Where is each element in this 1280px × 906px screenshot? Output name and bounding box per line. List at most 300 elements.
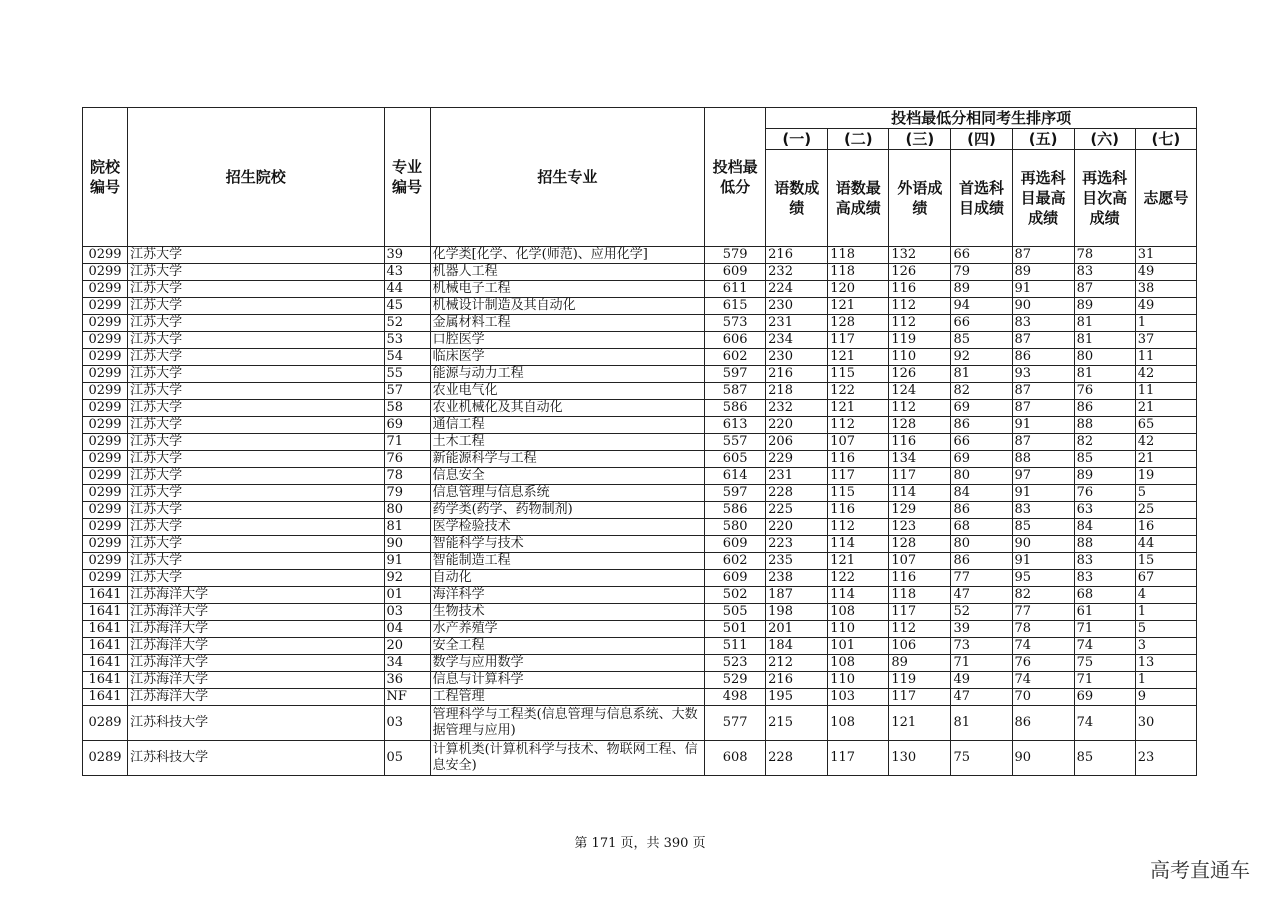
cell-order-1: 228 <box>766 485 828 502</box>
cell-major-code: 69 <box>384 417 430 434</box>
cell-school: 江苏大学 <box>128 383 384 400</box>
cell-school: 江苏大学 <box>128 298 384 315</box>
cell-order-7: 13 <box>1135 655 1196 672</box>
table-row <box>83 604 1197 621</box>
cell-order-4: 39 <box>951 621 1012 638</box>
cell-order-6: 82 <box>1074 434 1135 451</box>
cell-min-score: 608 <box>705 741 766 776</box>
cell-major-code: 58 <box>384 400 430 417</box>
table-row <box>83 587 1197 604</box>
cell-min-score: 609 <box>705 264 766 281</box>
cell-major: 药学类(药学、药物制剂) <box>430 502 704 519</box>
cell-school: 江苏大学 <box>128 485 384 502</box>
cell-order-3: 119 <box>889 332 951 349</box>
cell-order-3: 126 <box>889 366 951 383</box>
cell-order-4: 81 <box>951 706 1012 741</box>
cell-order-4: 80 <box>951 536 1012 553</box>
cell-school: 江苏大学 <box>128 400 384 417</box>
cell-order-4: 86 <box>951 553 1012 570</box>
cell-order-1: 220 <box>766 417 828 434</box>
cell-school: 江苏海洋大学 <box>128 672 384 689</box>
cell-order-2: 110 <box>828 672 889 689</box>
cell-school: 江苏海洋大学 <box>128 604 384 621</box>
cell-min-score: 602 <box>705 349 766 366</box>
cell-order-6: 69 <box>1074 689 1135 706</box>
cell-major: 管理科学与工程类(信息管理与信息系统、大数据管理与应用) <box>430 706 704 741</box>
cell-order-6: 75 <box>1074 655 1135 672</box>
cell-order-2: 128 <box>828 315 889 332</box>
cell-order-7: 23 <box>1135 741 1196 776</box>
cell-order-3: 112 <box>889 621 951 638</box>
cell-major: 临床医学 <box>430 349 704 366</box>
cell-major-code: 71 <box>384 434 430 451</box>
cell-order-7: 30 <box>1135 706 1196 741</box>
cell-order-4: 69 <box>951 451 1012 468</box>
cell-order-5: 95 <box>1012 570 1074 587</box>
table-row <box>83 298 1197 315</box>
cell-order-5: 87 <box>1012 332 1074 349</box>
cell-school: 江苏海洋大学 <box>128 638 384 655</box>
cell-order-2: 115 <box>828 366 889 383</box>
cell-order-5: 90 <box>1012 298 1074 315</box>
cell-order-7: 1 <box>1135 604 1196 621</box>
cell-school: 江苏科技大学 <box>128 706 384 741</box>
header-min-score: 投档最低分 <box>705 108 766 247</box>
cell-major-code: 03 <box>384 706 430 741</box>
header-order-number: (七) <box>1135 129 1196 150</box>
cell-major: 农业机械化及其自动化 <box>430 400 704 417</box>
cell-major-code: 52 <box>384 315 430 332</box>
cell-order-4: 94 <box>951 298 1012 315</box>
page-footer: 第 171 页，共 390 页 <box>574 836 706 851</box>
cell-major: 计算机类(计算机科学与技术、物联网工程、信息安全) <box>430 741 704 776</box>
cell-order-3: 128 <box>889 417 951 434</box>
cell-order-3: 112 <box>889 298 951 315</box>
cell-order-4: 82 <box>951 383 1012 400</box>
cell-order-7: 65 <box>1135 417 1196 434</box>
cell-major: 安全工程 <box>430 638 704 655</box>
cell-school: 江苏海洋大学 <box>128 621 384 638</box>
cell-min-score: 609 <box>705 570 766 587</box>
cell-school-code: 0289 <box>83 741 128 776</box>
cell-major: 医学检验技术 <box>430 519 704 536</box>
cell-order-6: 71 <box>1074 621 1135 638</box>
cell-order-3: 116 <box>889 434 951 451</box>
cell-order-5: 91 <box>1012 485 1074 502</box>
cell-order-7: 5 <box>1135 621 1196 638</box>
table-row <box>83 536 1197 553</box>
cell-order-5: 74 <box>1012 672 1074 689</box>
cell-min-score: 615 <box>705 298 766 315</box>
cell-order-6: 74 <box>1074 706 1135 741</box>
cell-school-code: 0299 <box>83 570 128 587</box>
cell-major: 新能源科学与工程 <box>430 451 704 468</box>
cell-order-2: 122 <box>828 383 889 400</box>
cell-order-6: 83 <box>1074 570 1135 587</box>
cell-order-5: 91 <box>1012 281 1074 298</box>
watermark: 高考直通车 <box>1150 858 1250 882</box>
cell-school-code: 1641 <box>83 604 128 621</box>
cell-order-1: 234 <box>766 332 828 349</box>
cell-order-3: 107 <box>889 553 951 570</box>
cell-order-4: 77 <box>951 570 1012 587</box>
cell-school: 江苏大学 <box>128 366 384 383</box>
cell-min-score: 557 <box>705 434 766 451</box>
cell-school-code: 0299 <box>83 315 128 332</box>
cell-order-5: 83 <box>1012 315 1074 332</box>
cell-order-3: 128 <box>889 536 951 553</box>
cell-order-1: 195 <box>766 689 828 706</box>
cell-order-5: 85 <box>1012 519 1074 536</box>
cell-major-code: 36 <box>384 672 430 689</box>
cell-school: 江苏科技大学 <box>128 741 384 776</box>
cell-order-6: 80 <box>1074 349 1135 366</box>
cell-order-3: 112 <box>889 400 951 417</box>
header-major: 招生专业 <box>430 108 704 247</box>
cell-order-1: 187 <box>766 587 828 604</box>
cell-min-score: 501 <box>705 621 766 638</box>
cell-school: 江苏大学 <box>128 349 384 366</box>
header-order-name: 首选科目成绩 <box>951 150 1012 247</box>
cell-order-4: 69 <box>951 400 1012 417</box>
cell-order-4: 49 <box>951 672 1012 689</box>
cell-order-6: 83 <box>1074 553 1135 570</box>
cell-order-7: 16 <box>1135 519 1196 536</box>
cell-order-2: 122 <box>828 570 889 587</box>
cell-order-6: 76 <box>1074 485 1135 502</box>
cell-min-score: 529 <box>705 672 766 689</box>
cell-order-6: 81 <box>1074 366 1135 383</box>
table-row <box>83 366 1197 383</box>
table-row <box>83 553 1197 570</box>
cell-order-2: 120 <box>828 281 889 298</box>
table-body <box>83 247 1197 776</box>
cell-order-7: 1 <box>1135 315 1196 332</box>
cell-order-3: 126 <box>889 264 951 281</box>
cell-major-code: 39 <box>384 247 430 264</box>
cell-order-1: 212 <box>766 655 828 672</box>
cell-order-1: 232 <box>766 400 828 417</box>
cell-school-code: 0289 <box>83 706 128 741</box>
cell-order-2: 103 <box>828 689 889 706</box>
cell-order-5: 74 <box>1012 638 1074 655</box>
cell-order-3: 89 <box>889 655 951 672</box>
cell-order-6: 76 <box>1074 383 1135 400</box>
cell-min-score: 498 <box>705 689 766 706</box>
cell-order-2: 110 <box>828 621 889 638</box>
cell-order-5: 86 <box>1012 349 1074 366</box>
cell-major: 智能科学与技术 <box>430 536 704 553</box>
cell-order-7: 37 <box>1135 332 1196 349</box>
cell-major-code: 54 <box>384 349 430 366</box>
cell-order-2: 117 <box>828 332 889 349</box>
cell-order-1: 184 <box>766 638 828 655</box>
table-row <box>83 451 1197 468</box>
cell-major: 能源与动力工程 <box>430 366 704 383</box>
header-order-number: (一) <box>766 129 828 150</box>
table-row <box>83 706 1197 741</box>
cell-major: 机械电子工程 <box>430 281 704 298</box>
cell-order-5: 76 <box>1012 655 1074 672</box>
cell-order-1: 231 <box>766 315 828 332</box>
table-row <box>83 434 1197 451</box>
cell-order-5: 87 <box>1012 383 1074 400</box>
cell-school: 江苏海洋大学 <box>128 655 384 672</box>
cell-order-4: 89 <box>951 281 1012 298</box>
cell-order-7: 44 <box>1135 536 1196 553</box>
cell-school-code: 0299 <box>83 400 128 417</box>
cell-order-3: 117 <box>889 468 951 485</box>
cell-order-2: 121 <box>828 553 889 570</box>
table-row <box>83 383 1197 400</box>
cell-order-2: 116 <box>828 502 889 519</box>
cell-major: 土木工程 <box>430 434 704 451</box>
cell-school-code: 0299 <box>83 451 128 468</box>
cell-order-2: 121 <box>828 400 889 417</box>
cell-order-3: 132 <box>889 247 951 264</box>
cell-order-5: 89 <box>1012 264 1074 281</box>
cell-major: 信息管理与信息系统 <box>430 485 704 502</box>
header-order-title: 投档最低分相同考生排序项 <box>766 108 1197 129</box>
cell-school: 江苏大学 <box>128 519 384 536</box>
table-row <box>83 519 1197 536</box>
cell-order-5: 70 <box>1012 689 1074 706</box>
table-row <box>83 315 1197 332</box>
cell-order-4: 85 <box>951 332 1012 349</box>
cell-order-6: 81 <box>1074 332 1135 349</box>
cell-order-5: 82 <box>1012 587 1074 604</box>
cell-order-3: 129 <box>889 502 951 519</box>
cell-order-7: 11 <box>1135 383 1196 400</box>
cell-school: 江苏大学 <box>128 536 384 553</box>
table-row <box>83 485 1197 502</box>
cell-order-3: 130 <box>889 741 951 776</box>
cell-major: 数学与应用数学 <box>430 655 704 672</box>
cell-order-1: 218 <box>766 383 828 400</box>
cell-school-code: 0299 <box>83 536 128 553</box>
cell-order-7: 19 <box>1135 468 1196 485</box>
cell-min-score: 606 <box>705 332 766 349</box>
cell-order-2: 118 <box>828 247 889 264</box>
table-row <box>83 264 1197 281</box>
cell-major-code: 91 <box>384 553 430 570</box>
table-row <box>83 741 1197 776</box>
cell-order-6: 84 <box>1074 519 1135 536</box>
cell-min-score: 597 <box>705 485 766 502</box>
cell-school: 江苏大学 <box>128 468 384 485</box>
table-row <box>83 570 1197 587</box>
cell-order-6: 85 <box>1074 741 1135 776</box>
header-school: 招生院校 <box>128 108 384 247</box>
cell-order-2: 114 <box>828 536 889 553</box>
cell-min-score: 602 <box>705 553 766 570</box>
cell-order-1: 216 <box>766 247 828 264</box>
cell-order-1: 231 <box>766 468 828 485</box>
cell-order-4: 47 <box>951 587 1012 604</box>
cell-order-6: 71 <box>1074 672 1135 689</box>
cell-order-2: 121 <box>828 298 889 315</box>
cell-order-4: 52 <box>951 604 1012 621</box>
cell-order-7: 42 <box>1135 434 1196 451</box>
cell-order-1: 201 <box>766 621 828 638</box>
cell-major-code: 76 <box>384 451 430 468</box>
cell-min-score: 505 <box>705 604 766 621</box>
cell-order-7: 5 <box>1135 485 1196 502</box>
cell-major-code: 90 <box>384 536 430 553</box>
cell-school: 江苏海洋大学 <box>128 587 384 604</box>
cell-order-1: 229 <box>766 451 828 468</box>
header-order-name: 再选科目最高成绩 <box>1012 150 1074 247</box>
cell-school: 江苏大学 <box>128 332 384 349</box>
cell-order-2: 112 <box>828 519 889 536</box>
cell-min-score: 586 <box>705 400 766 417</box>
cell-major: 化学类[化学、化学(师范)、应用化学] <box>430 247 704 264</box>
cell-major-code: 78 <box>384 468 430 485</box>
table-row <box>83 417 1197 434</box>
cell-order-1: 215 <box>766 706 828 741</box>
cell-order-5: 78 <box>1012 621 1074 638</box>
cell-order-2: 112 <box>828 417 889 434</box>
cell-school-code: 0299 <box>83 264 128 281</box>
cell-order-7: 15 <box>1135 553 1196 570</box>
cell-order-5: 87 <box>1012 434 1074 451</box>
cell-school-code: 1641 <box>83 689 128 706</box>
cell-order-1: 232 <box>766 264 828 281</box>
cell-school-code: 0299 <box>83 417 128 434</box>
cell-major: 通信工程 <box>430 417 704 434</box>
header-order-number: (六) <box>1074 129 1135 150</box>
cell-order-1: 238 <box>766 570 828 587</box>
cell-order-3: 124 <box>889 383 951 400</box>
cell-major-code: 01 <box>384 587 430 604</box>
cell-major-code: NF <box>384 689 430 706</box>
header-order-number: (四) <box>951 129 1012 150</box>
table-row <box>83 621 1197 638</box>
cell-major-code: 80 <box>384 502 430 519</box>
cell-major: 自动化 <box>430 570 704 587</box>
cell-major: 生物技术 <box>430 604 704 621</box>
cell-school-code: 0299 <box>83 332 128 349</box>
cell-order-3: 110 <box>889 349 951 366</box>
cell-min-score: 609 <box>705 536 766 553</box>
cell-order-6: 86 <box>1074 400 1135 417</box>
cell-order-4: 81 <box>951 366 1012 383</box>
cell-school: 江苏大学 <box>128 434 384 451</box>
cell-order-7: 3 <box>1135 638 1196 655</box>
cell-school: 江苏大学 <box>128 451 384 468</box>
cell-order-4: 84 <box>951 485 1012 502</box>
cell-min-score: 573 <box>705 315 766 332</box>
cell-order-3: 117 <box>889 604 951 621</box>
cell-order-1: 206 <box>766 434 828 451</box>
cell-order-1: 224 <box>766 281 828 298</box>
cell-school: 江苏大学 <box>128 570 384 587</box>
cell-major: 智能制造工程 <box>430 553 704 570</box>
cell-school-code: 0299 <box>83 434 128 451</box>
cell-order-1: 228 <box>766 741 828 776</box>
cell-order-7: 1 <box>1135 672 1196 689</box>
cell-min-score: 605 <box>705 451 766 468</box>
cell-major-code: 92 <box>384 570 430 587</box>
header-major-code: 专业编号 <box>384 108 430 247</box>
cell-order-1: 225 <box>766 502 828 519</box>
cell-order-7: 25 <box>1135 502 1196 519</box>
cell-order-5: 87 <box>1012 247 1074 264</box>
header-order-name: 语数成绩 <box>766 150 828 247</box>
cell-major: 机械设计制造及其自动化 <box>430 298 704 315</box>
cell-order-2: 114 <box>828 587 889 604</box>
cell-school-code: 0299 <box>83 485 128 502</box>
cell-school-code: 0299 <box>83 247 128 264</box>
cell-school-code: 0299 <box>83 468 128 485</box>
cell-order-2: 107 <box>828 434 889 451</box>
table-row <box>83 655 1197 672</box>
cell-min-score: 587 <box>705 383 766 400</box>
header-order-name: 外语成绩 <box>889 150 951 247</box>
cell-order-1: 230 <box>766 349 828 366</box>
table-row <box>83 468 1197 485</box>
cell-order-4: 75 <box>951 741 1012 776</box>
cell-order-3: 117 <box>889 689 951 706</box>
cell-order-6: 88 <box>1074 536 1135 553</box>
cell-order-3: 123 <box>889 519 951 536</box>
cell-school-code: 1641 <box>83 655 128 672</box>
cell-order-2: 101 <box>828 638 889 655</box>
cell-order-7: 67 <box>1135 570 1196 587</box>
cell-order-7: 21 <box>1135 400 1196 417</box>
cell-order-2: 121 <box>828 349 889 366</box>
cell-school: 江苏海洋大学 <box>128 689 384 706</box>
cell-major-code: 45 <box>384 298 430 315</box>
cell-major-code: 05 <box>384 741 430 776</box>
cell-min-score: 597 <box>705 366 766 383</box>
cell-order-5: 87 <box>1012 400 1074 417</box>
cell-school-code: 0299 <box>83 553 128 570</box>
cell-order-3: 121 <box>889 706 951 741</box>
cell-major: 信息与计算科学 <box>430 672 704 689</box>
cell-school-code: 0299 <box>83 383 128 400</box>
cell-order-7: 9 <box>1135 689 1196 706</box>
cell-major-code: 55 <box>384 366 430 383</box>
cell-major-code: 53 <box>384 332 430 349</box>
cell-school-code: 1641 <box>83 638 128 655</box>
cell-order-1: 198 <box>766 604 828 621</box>
cell-major-code: 20 <box>384 638 430 655</box>
cell-order-6: 61 <box>1074 604 1135 621</box>
cell-order-3: 119 <box>889 672 951 689</box>
cell-major-code: 79 <box>384 485 430 502</box>
table-row <box>83 247 1197 264</box>
cell-order-4: 73 <box>951 638 1012 655</box>
cell-order-5: 93 <box>1012 366 1074 383</box>
cell-order-4: 66 <box>951 434 1012 451</box>
table-row <box>83 689 1197 706</box>
cell-school-code: 1641 <box>83 672 128 689</box>
cell-order-5: 91 <box>1012 417 1074 434</box>
cell-order-6: 83 <box>1074 264 1135 281</box>
cell-order-4: 47 <box>951 689 1012 706</box>
cell-order-2: 108 <box>828 655 889 672</box>
header-order-number: (三) <box>889 129 951 150</box>
header-order-name: 语数最高成绩 <box>828 150 889 247</box>
cell-order-6: 78 <box>1074 247 1135 264</box>
table-header <box>83 108 1197 247</box>
table-row <box>83 349 1197 366</box>
cell-order-1: 223 <box>766 536 828 553</box>
cell-order-4: 92 <box>951 349 1012 366</box>
cell-order-5: 88 <box>1012 451 1074 468</box>
cell-major: 机器人工程 <box>430 264 704 281</box>
